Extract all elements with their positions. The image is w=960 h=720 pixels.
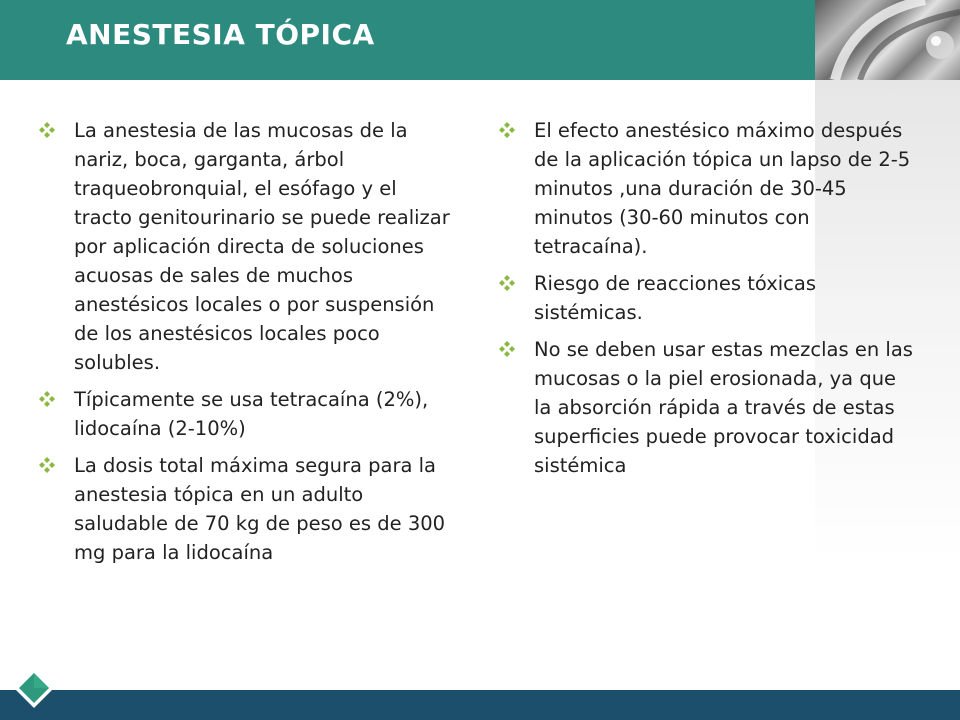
- right-bullet-list: [496, 116, 916, 488]
- footer-bar: [0, 690, 960, 720]
- list-item-text: Riesgo de reacciones tóxicas sistémicas.: [534, 272, 817, 324]
- four-diamond-bullet-icon: [499, 275, 515, 291]
- list-item-text: La anestesia de las mucosas de la nariz, boca, garganta, árbol traqueobronquial, el esófago y el tracto genitourinario se puede realizar por aplicación directa de soluciones acuosas de sales de muchos anestésicos locales o por suspensión de los anestésicos locales poco solubles.: [74, 119, 450, 374]
- list-item-text: El efecto anestésico máximo después de la aplicación tópica un lapso de 2-5 minutos ,una duración de 30-45 minutos (30-60 minutos con tetracaína).: [534, 119, 911, 258]
- list-item-text: No se deben usar estas mezclas en las mucosas o la piel erosionada, ya que la absorción rápida a través de estas superficies puede provocar toxicidad sistémica: [534, 338, 913, 477]
- four-diamond-bullet-icon: [39, 122, 55, 138]
- list-item-text: Típicamente se usa tetracaína (2%), lidocaína (2-10%): [74, 388, 429, 440]
- list-item: [36, 451, 460, 567]
- list-item: [496, 116, 916, 261]
- list-item: [496, 335, 916, 480]
- list-item: [496, 269, 916, 327]
- list-item: [36, 385, 460, 443]
- list-item: [36, 116, 460, 377]
- left-bullet-list: [36, 116, 460, 575]
- four-diamond-bullet-icon: [499, 122, 515, 138]
- header-bar: [0, 0, 960, 80]
- metallic-pipe-image: [815, 0, 960, 80]
- list-item-text: La dosis total máxima segura para la anestesia tópica en un adulto saludable de 70 kg de peso es de 300 mg para la lidocaína: [74, 454, 446, 564]
- four-diamond-bullet-icon: [499, 341, 515, 357]
- diamond-logo-icon: [12, 666, 56, 710]
- four-diamond-bullet-icon: [39, 457, 55, 473]
- four-diamond-bullet-icon: [39, 391, 55, 407]
- slide-title: ANESTESIA TÓPICA: [66, 18, 375, 51]
